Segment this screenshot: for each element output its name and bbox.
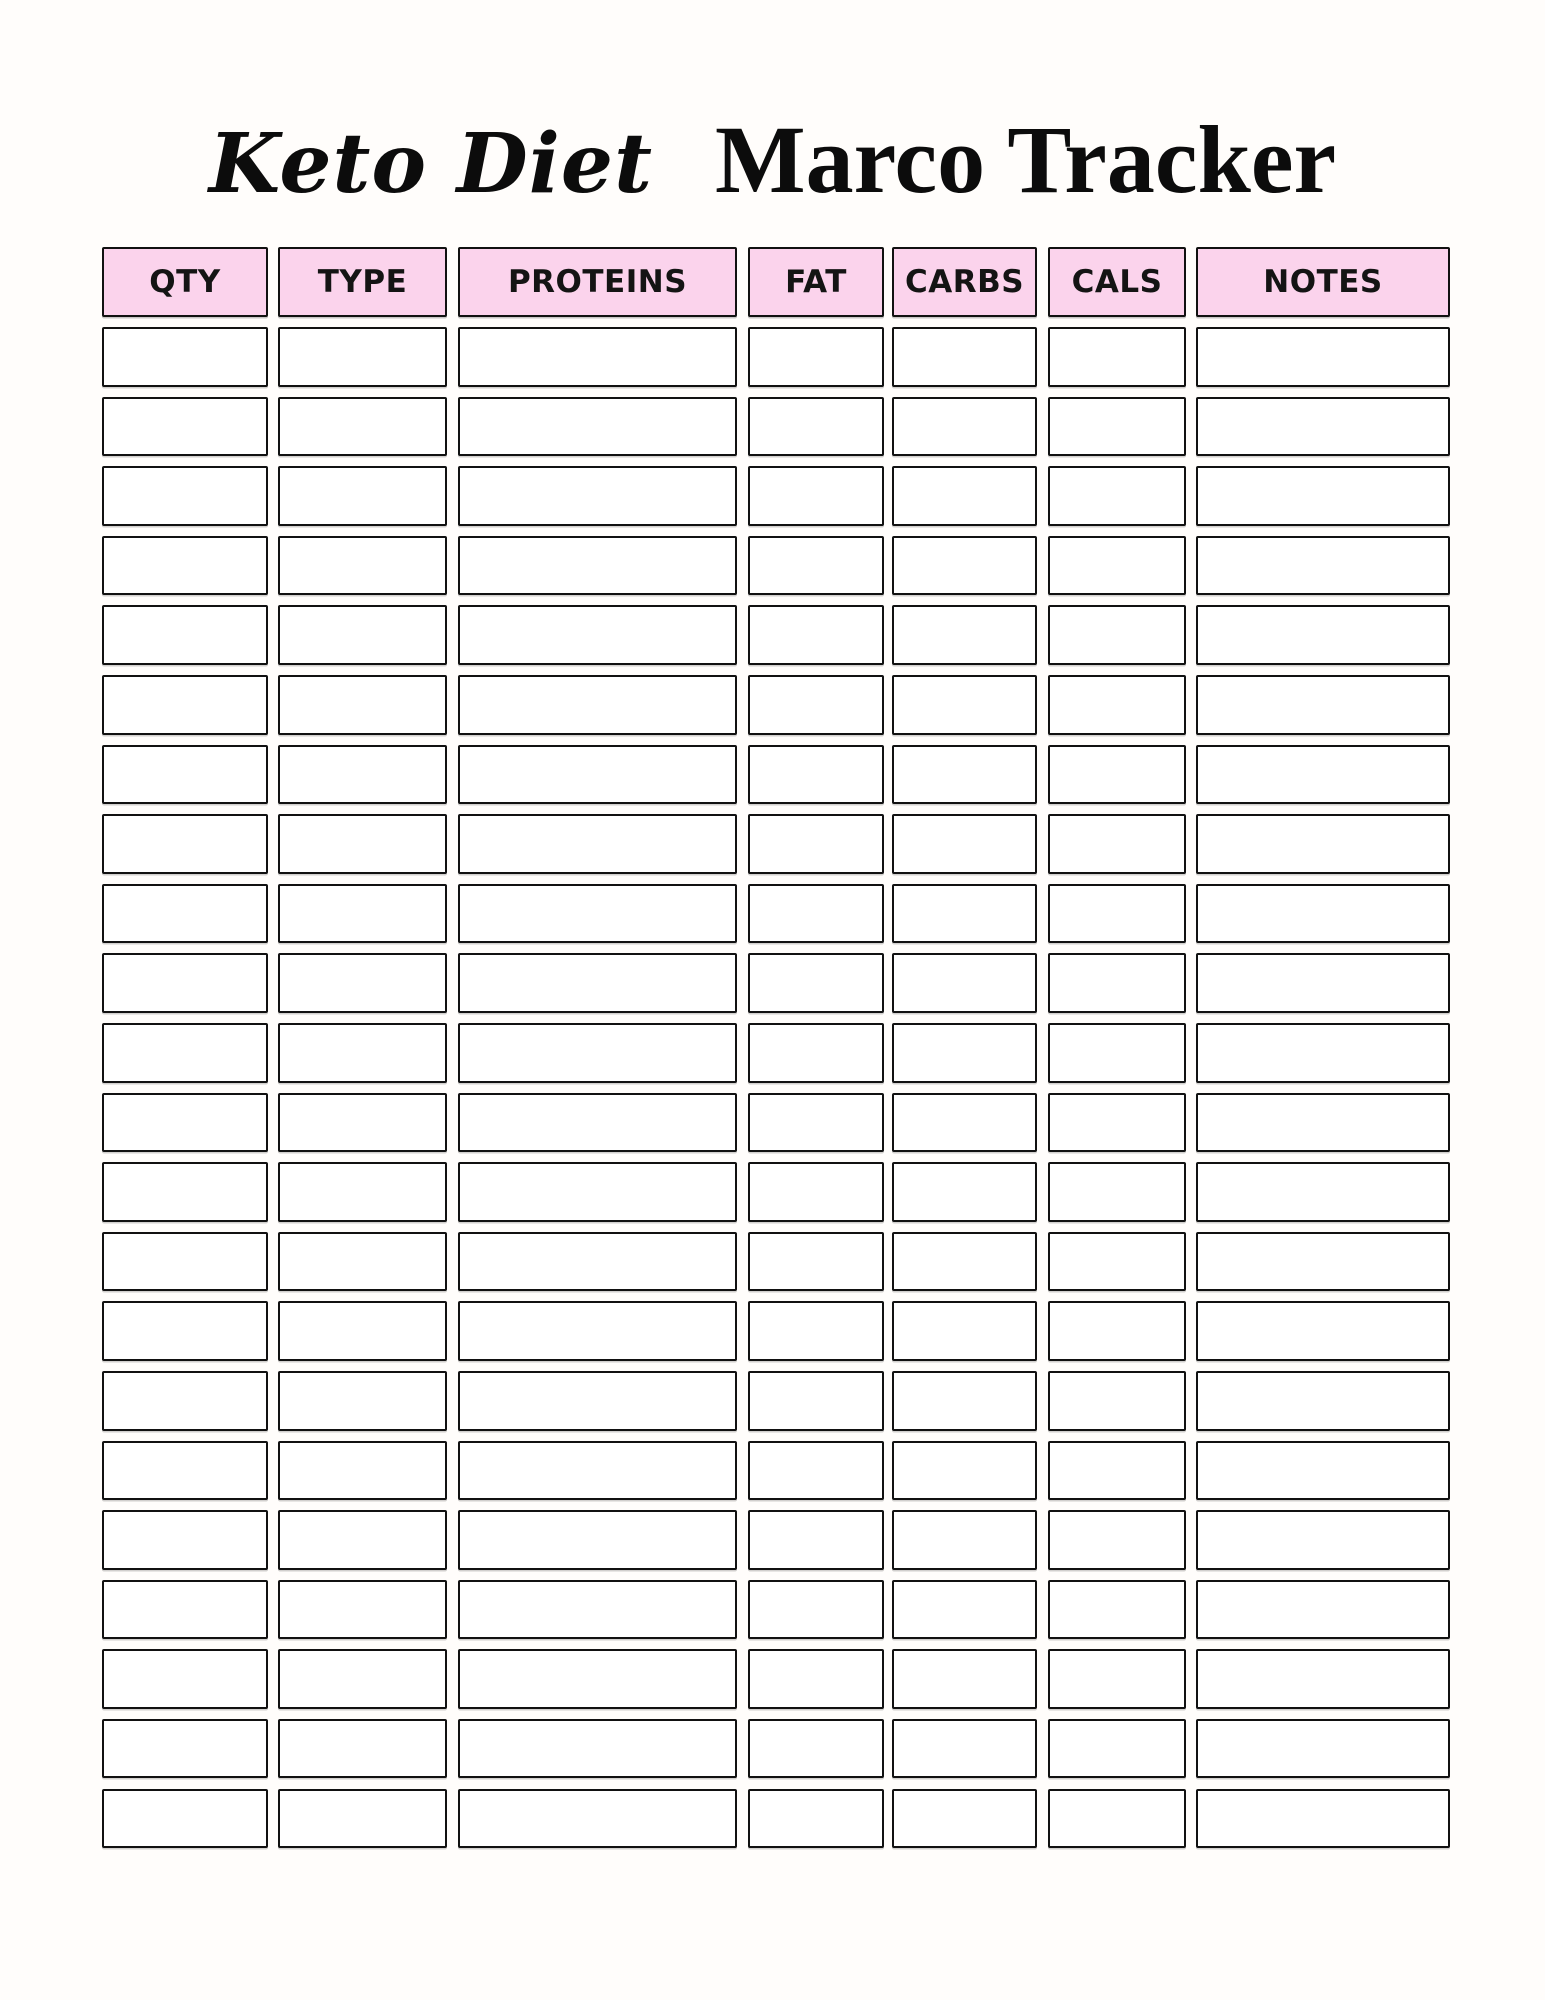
cell-cals[interactable] bbox=[1048, 536, 1186, 596]
cell-qty[interactable] bbox=[102, 884, 268, 944]
cell-notes[interactable] bbox=[1196, 1371, 1450, 1431]
cell-cals[interactable] bbox=[1048, 466, 1186, 526]
cell-notes[interactable] bbox=[1196, 884, 1450, 944]
cell-proteins[interactable] bbox=[458, 1023, 737, 1083]
cell-cals[interactable] bbox=[1048, 953, 1186, 1013]
cell-qty[interactable] bbox=[102, 675, 268, 735]
column-header-notes: NOTES bbox=[1196, 247, 1450, 317]
cell-proteins[interactable] bbox=[458, 1789, 737, 1849]
cell-fat[interactable] bbox=[748, 953, 884, 1013]
cell-type[interactable] bbox=[278, 884, 447, 944]
cell-cals[interactable] bbox=[1048, 1023, 1186, 1083]
cell-carbs[interactable] bbox=[892, 1789, 1037, 1849]
cell-qty[interactable] bbox=[102, 1371, 268, 1431]
cell-fat[interactable] bbox=[748, 1301, 884, 1361]
cell-type[interactable] bbox=[278, 1162, 447, 1222]
tracker-table bbox=[102, 247, 1450, 1848]
cell-qty[interactable] bbox=[102, 1580, 268, 1640]
cell-fat[interactable] bbox=[748, 1649, 884, 1709]
cell-carbs[interactable] bbox=[892, 953, 1037, 1013]
cell-type[interactable] bbox=[278, 605, 447, 665]
cell-qty[interactable] bbox=[102, 1093, 268, 1153]
cell-cals[interactable] bbox=[1048, 1649, 1186, 1709]
cell-notes[interactable] bbox=[1196, 675, 1450, 735]
cell-cals[interactable] bbox=[1048, 397, 1186, 457]
cell-proteins[interactable] bbox=[458, 953, 737, 1013]
cell-proteins[interactable] bbox=[458, 1232, 737, 1292]
cell-carbs[interactable] bbox=[892, 1371, 1037, 1431]
cell-fat[interactable] bbox=[748, 1719, 884, 1779]
cell-fat[interactable] bbox=[748, 675, 884, 735]
column-header-cals: CALS bbox=[1048, 247, 1186, 317]
cell-carbs[interactable] bbox=[892, 814, 1037, 874]
cell-proteins[interactable] bbox=[458, 814, 737, 874]
cell-cals[interactable] bbox=[1048, 1371, 1186, 1431]
cell-cals[interactable] bbox=[1048, 745, 1186, 805]
cell-carbs[interactable] bbox=[892, 1162, 1037, 1222]
cell-proteins[interactable] bbox=[458, 536, 737, 596]
cell-qty[interactable] bbox=[102, 536, 268, 596]
cell-type[interactable] bbox=[278, 1093, 447, 1153]
cell-carbs[interactable] bbox=[892, 1232, 1037, 1292]
cell-carbs[interactable] bbox=[892, 675, 1037, 735]
cell-notes[interactable] bbox=[1196, 1719, 1450, 1779]
cell-notes[interactable] bbox=[1196, 1580, 1450, 1640]
cell-carbs[interactable] bbox=[892, 1093, 1037, 1153]
cell-notes[interactable] bbox=[1196, 1301, 1450, 1361]
cell-proteins[interactable] bbox=[458, 466, 737, 526]
cell-cals[interactable] bbox=[1048, 327, 1186, 387]
cell-fat[interactable] bbox=[748, 1789, 884, 1849]
cell-fat[interactable] bbox=[748, 1162, 884, 1222]
cell-type[interactable] bbox=[278, 536, 447, 596]
cell-notes[interactable] bbox=[1196, 1789, 1450, 1849]
cell-proteins[interactable] bbox=[458, 1719, 737, 1779]
cell-notes[interactable] bbox=[1196, 1162, 1450, 1222]
cell-notes[interactable] bbox=[1196, 536, 1450, 596]
cell-cals[interactable] bbox=[1048, 1719, 1186, 1779]
cell-type[interactable] bbox=[278, 1580, 447, 1640]
cell-carbs[interactable] bbox=[892, 536, 1037, 596]
page-title bbox=[0, 0, 1545, 213]
cell-proteins[interactable] bbox=[458, 1510, 737, 1570]
cell-carbs[interactable] bbox=[892, 1301, 1037, 1361]
cell-qty[interactable] bbox=[102, 953, 268, 1013]
cell-carbs[interactable] bbox=[892, 1649, 1037, 1709]
cell-type[interactable] bbox=[278, 466, 447, 526]
cell-notes[interactable] bbox=[1196, 1232, 1450, 1292]
cell-cals[interactable] bbox=[1048, 1093, 1186, 1153]
cell-carbs[interactable] bbox=[892, 1510, 1037, 1570]
cell-qty[interactable] bbox=[102, 745, 268, 805]
column-header-qty: QTY bbox=[102, 247, 268, 317]
cell-proteins[interactable] bbox=[458, 1093, 737, 1153]
cell-qty[interactable] bbox=[102, 1441, 268, 1501]
cell-qty[interactable] bbox=[102, 1789, 268, 1849]
cell-fat[interactable] bbox=[748, 1580, 884, 1640]
cell-cals[interactable] bbox=[1048, 1301, 1186, 1361]
cell-type[interactable] bbox=[278, 1719, 447, 1779]
cell-type[interactable] bbox=[278, 1371, 447, 1431]
cell-notes[interactable] bbox=[1196, 1510, 1450, 1570]
cell-qty[interactable] bbox=[102, 1510, 268, 1570]
cell-cals[interactable] bbox=[1048, 884, 1186, 944]
cell-cals[interactable] bbox=[1048, 1789, 1186, 1849]
cell-qty[interactable] bbox=[102, 1649, 268, 1709]
cell-carbs[interactable] bbox=[892, 1719, 1037, 1779]
cell-fat[interactable] bbox=[748, 1023, 884, 1083]
cell-cals[interactable] bbox=[1048, 675, 1186, 735]
cell-fat[interactable] bbox=[748, 397, 884, 457]
cell-cals[interactable] bbox=[1048, 1162, 1186, 1222]
cell-proteins[interactable] bbox=[458, 605, 737, 665]
cell-carbs[interactable] bbox=[892, 327, 1037, 387]
cell-proteins[interactable] bbox=[458, 675, 737, 735]
cell-type[interactable] bbox=[278, 397, 447, 457]
cell-type[interactable] bbox=[278, 745, 447, 805]
cell-type[interactable] bbox=[278, 1023, 447, 1083]
cell-notes[interactable] bbox=[1196, 814, 1450, 874]
cell-notes[interactable] bbox=[1196, 953, 1450, 1013]
cell-carbs[interactable] bbox=[892, 1580, 1037, 1640]
cell-fat[interactable] bbox=[748, 1441, 884, 1501]
cell-qty[interactable] bbox=[102, 397, 268, 457]
cell-fat[interactable] bbox=[748, 327, 884, 387]
cell-fat[interactable] bbox=[748, 536, 884, 596]
cell-fat[interactable] bbox=[748, 745, 884, 805]
cell-proteins[interactable] bbox=[458, 1441, 737, 1501]
cell-notes[interactable] bbox=[1196, 605, 1450, 665]
cell-notes[interactable] bbox=[1196, 397, 1450, 457]
cell-notes[interactable] bbox=[1196, 1023, 1450, 1083]
cell-proteins[interactable] bbox=[458, 884, 737, 944]
cell-type[interactable] bbox=[278, 675, 447, 735]
cell-type[interactable] bbox=[278, 1649, 447, 1709]
cell-fat[interactable] bbox=[748, 1371, 884, 1431]
cell-qty[interactable] bbox=[102, 814, 268, 874]
cell-type[interactable] bbox=[278, 1232, 447, 1292]
column-header-fat: FAT bbox=[748, 247, 884, 317]
cell-notes[interactable] bbox=[1196, 1093, 1450, 1153]
cell-cals[interactable] bbox=[1048, 605, 1186, 665]
cell-carbs[interactable] bbox=[892, 397, 1037, 457]
cell-type[interactable] bbox=[278, 953, 447, 1013]
cell-type[interactable] bbox=[278, 1510, 447, 1570]
title-keto-diet: Keto Diet bbox=[208, 116, 653, 212]
cell-type[interactable] bbox=[278, 814, 447, 874]
cell-qty[interactable] bbox=[102, 327, 268, 387]
column-header-proteins: PROTEINS bbox=[458, 247, 737, 317]
cell-qty[interactable] bbox=[102, 1301, 268, 1361]
cell-proteins[interactable] bbox=[458, 327, 737, 387]
cell-carbs[interactable] bbox=[892, 466, 1037, 526]
cell-type[interactable] bbox=[278, 1789, 447, 1849]
cell-qty[interactable] bbox=[102, 605, 268, 665]
cell-fat[interactable] bbox=[748, 605, 884, 665]
cell-fat[interactable] bbox=[748, 466, 884, 526]
cell-notes[interactable] bbox=[1196, 745, 1450, 805]
cell-cals[interactable] bbox=[1048, 1232, 1186, 1292]
cell-proteins[interactable] bbox=[458, 397, 737, 457]
cell-carbs[interactable] bbox=[892, 745, 1037, 805]
cell-qty[interactable] bbox=[102, 1719, 268, 1779]
cell-proteins[interactable] bbox=[458, 1580, 737, 1640]
cell-fat[interactable] bbox=[748, 1093, 884, 1153]
cell-cals[interactable] bbox=[1048, 814, 1186, 874]
title-marco-tracker: Marco Tracker bbox=[714, 106, 1337, 213]
column-header-type: TYPE bbox=[278, 247, 447, 317]
cell-qty[interactable] bbox=[102, 1232, 268, 1292]
cell-notes[interactable] bbox=[1196, 466, 1450, 526]
cell-proteins[interactable] bbox=[458, 1162, 737, 1222]
cell-type[interactable] bbox=[278, 1301, 447, 1361]
cell-proteins[interactable] bbox=[458, 745, 737, 805]
cell-proteins[interactable] bbox=[458, 1649, 737, 1709]
cell-type[interactable] bbox=[278, 327, 447, 387]
cell-carbs[interactable] bbox=[892, 1441, 1037, 1501]
cell-cals[interactable] bbox=[1048, 1580, 1186, 1640]
cell-notes[interactable] bbox=[1196, 327, 1450, 387]
cell-qty[interactable] bbox=[102, 466, 268, 526]
cell-carbs[interactable] bbox=[892, 1023, 1037, 1083]
cell-notes[interactable] bbox=[1196, 1649, 1450, 1709]
cell-fat[interactable] bbox=[748, 1232, 884, 1292]
cell-type[interactable] bbox=[278, 1441, 447, 1501]
cell-qty[interactable] bbox=[102, 1023, 268, 1083]
cell-cals[interactable] bbox=[1048, 1510, 1186, 1570]
cell-carbs[interactable] bbox=[892, 605, 1037, 665]
cell-fat[interactable] bbox=[748, 884, 884, 944]
cell-fat[interactable] bbox=[748, 814, 884, 874]
cell-cals[interactable] bbox=[1048, 1441, 1186, 1501]
cell-fat[interactable] bbox=[748, 1510, 884, 1570]
column-header-carbs: CARBS bbox=[892, 247, 1037, 317]
cell-notes[interactable] bbox=[1196, 1441, 1450, 1501]
cell-proteins[interactable] bbox=[458, 1301, 737, 1361]
cell-carbs[interactable] bbox=[892, 884, 1037, 944]
cell-proteins[interactable] bbox=[458, 1371, 737, 1431]
cell-qty[interactable] bbox=[102, 1162, 268, 1222]
